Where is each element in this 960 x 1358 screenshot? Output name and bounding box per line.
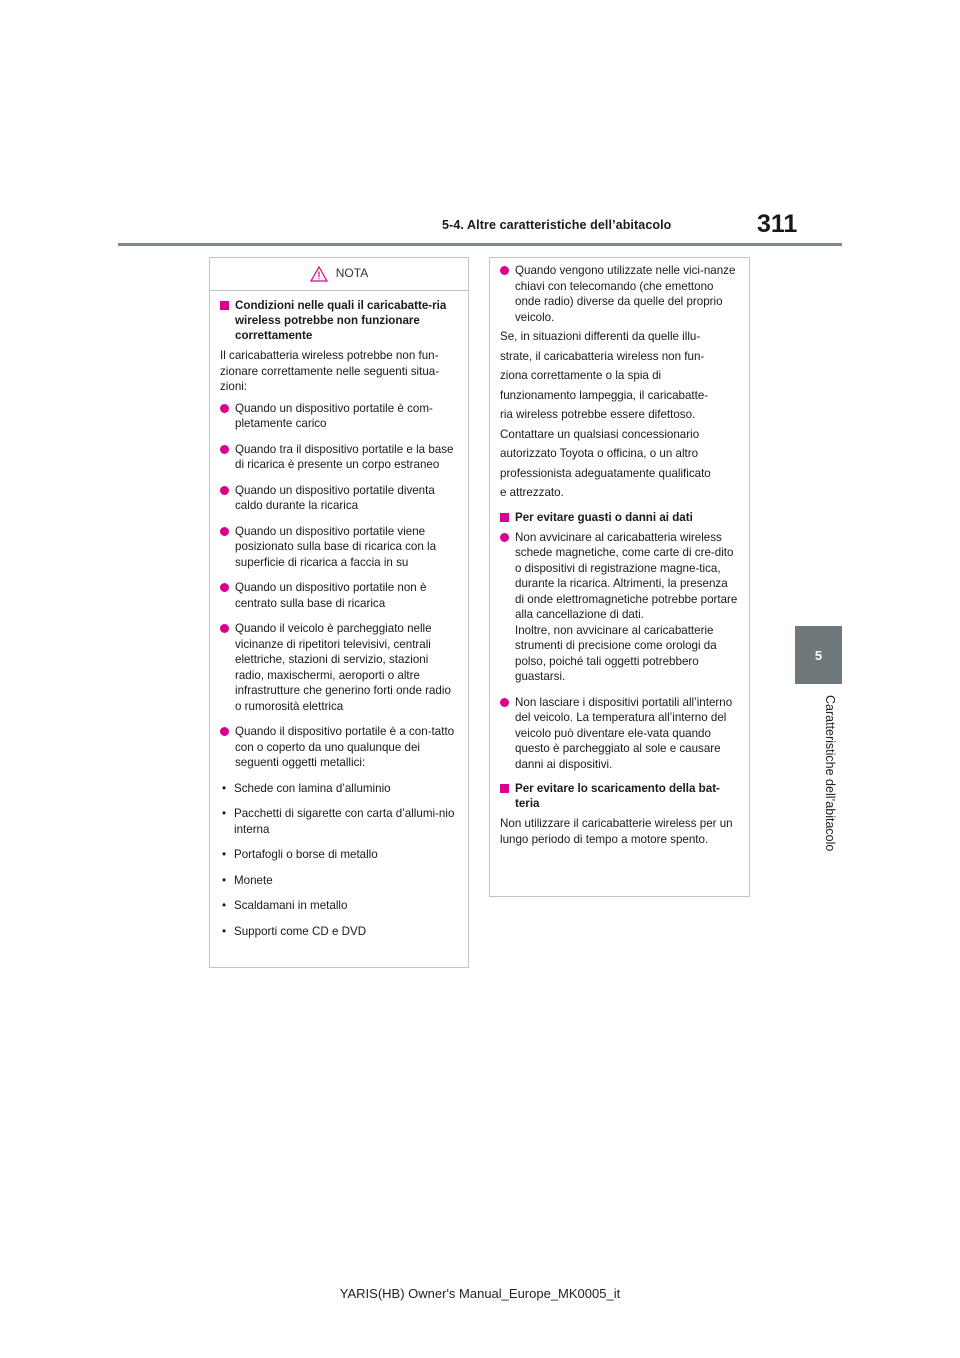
square-bullet-icon xyxy=(500,784,509,793)
sub-bullet-mark: • xyxy=(222,781,227,795)
malfunction-paragraph xyxy=(500,329,739,501)
list-item xyxy=(220,401,458,432)
chapter-label: Caratteristiche dell’abitacolo xyxy=(823,695,837,852)
list-item-text-part: Inoltre, non avvicinare al caricabatterie strumenti di precisione come orologi da polso, poiché tali oggetti potrebbero guastarsi. xyxy=(515,623,717,683)
note-intro: Il caricabatteria wireless potrebbe non fun-zionare correttamente nelle seguenti situa-zioni: xyxy=(220,349,440,393)
sub-list-item-text: Monete xyxy=(234,873,273,887)
circle-bullet-icon xyxy=(220,486,229,495)
sub-list-item xyxy=(220,898,458,914)
sub-bullet-mark: • xyxy=(222,899,227,912)
note-box-continued xyxy=(489,257,750,897)
circle-bullet-icon xyxy=(220,727,229,736)
battery-heading xyxy=(500,781,739,811)
list-item-text: Quando il dispositivo portatile è a con-tatto con o coperto da uno qualunque dei seguenti oggetti metallici: xyxy=(235,725,455,769)
circle-bullet-icon xyxy=(220,527,229,536)
header-rule xyxy=(118,243,842,246)
list-item-text: Non lasciare i dispositivi portatili all’interno del veicolo. La temperatura all’interno del veicolo può diventare ele-vata quando questo è parcheggiato al sole e causare danni ai dispositivi. xyxy=(515,695,733,771)
circle-bullet-icon xyxy=(220,583,229,592)
note-heading-text: Condizioni nelle quali il caricabatte-ria wireless potrebbe non funzionare correttamente xyxy=(235,299,447,342)
list-item-text: Quando un dispositivo portatile diventa caldo durante la ricarica xyxy=(235,483,435,512)
paragraph-line: Contattare un qualsiasi concessionario xyxy=(500,427,700,441)
paragraph-line: funzionamento lampeggia, il caricabatte- xyxy=(500,388,709,402)
chapter-tab[interactable] xyxy=(795,626,842,684)
footer-manual-id: YARIS(HB) Owner's Manual_Europe_MK0005_it xyxy=(339,1286,621,1301)
sub-list-item-text: Pacchetti di sigarette con carta d’allumi-nio interna xyxy=(234,807,455,836)
list-item xyxy=(220,724,458,771)
battery-heading-text: Per evitare lo scaricamento della bat-teria xyxy=(515,782,720,810)
list-item-text: Quando un dispositivo portatile è com-pletamente carico xyxy=(235,401,433,430)
list-item xyxy=(220,442,458,473)
note-title: NOTA xyxy=(335,266,369,281)
chapter-number: 5 xyxy=(814,647,823,663)
sub-list-item-text: Scaldamani in metallo xyxy=(234,899,348,912)
circle-bullet-icon xyxy=(500,698,509,707)
list-item-text: Quando un dispositivo portatile viene posizionato sulla base di ricarica con la superficie di ricarica a faccia in su xyxy=(235,524,437,569)
circle-bullet-icon xyxy=(220,445,229,454)
paragraph-line: Se, in situazioni differenti da quelle illu- xyxy=(500,330,701,343)
data-damage-heading xyxy=(500,510,739,525)
list-item xyxy=(220,580,458,611)
sub-list-item xyxy=(220,806,458,837)
note-heading xyxy=(220,298,458,343)
sub-list-item xyxy=(220,847,458,863)
paragraph-line: e attrezzato. xyxy=(500,486,564,499)
list-item-text: Quando tra il dispositivo portatile e la base di ricarica è presente un corpo estraneo xyxy=(235,442,454,471)
paragraph-line: ria wireless potrebbe essere difettoso. xyxy=(500,408,696,421)
data-damage-heading-text: Per evitare guasti o danni ai dati xyxy=(515,510,693,524)
note-box xyxy=(209,257,469,968)
sub-bullet-mark: • xyxy=(222,924,227,938)
list-item-text: Quando vengono utilizzate nelle vici-nanze chiavi con telecomando (che emettono onde radio) diverse da quelle del proprio veicolo. xyxy=(515,264,736,324)
list-item-text xyxy=(515,530,739,685)
section-title: 5-4. Altre caratteristiche dell’abitacolo xyxy=(442,218,672,232)
sub-list-item xyxy=(220,924,458,940)
sub-list-item-text: Schede con lamina d’alluminio xyxy=(234,781,391,795)
list-item-text-part: Non avvicinare al caricabatteria wireless schede magnetiche, come carte di cre-dito o dispositivi di registrazione magne-tica, durante la ricarica. Altrimenti, la presenza di onde elettromagnetiche potrebbe portare alla cancellazione di dati. xyxy=(515,530,738,621)
note-header xyxy=(210,258,468,291)
paragraph-line: autorizzato Toyota o officina, o un altro xyxy=(500,447,699,460)
square-bullet-icon xyxy=(500,513,509,522)
sub-list-item xyxy=(220,873,458,889)
battery-text: Non utilizzare il caricabatterie wireless per un lungo periodo di tempo a motore spento. xyxy=(500,817,733,846)
square-bullet-icon xyxy=(220,301,229,310)
list-item xyxy=(220,524,458,571)
paragraph-line: professionista adeguatamente qualificato xyxy=(500,466,711,480)
list-item xyxy=(500,263,739,325)
page-number: 311 xyxy=(757,210,798,238)
sub-bullet-mark: • xyxy=(222,873,227,887)
list-item-text: Quando il veicolo è parcheggiato nelle vicinanze di ripetitori televisivi, centrali elettriche, stazioni di servizio, stazioni radio, maxischermi, aeroporti o altre infrastrutture che generino forti onde radio o rumorosità elettrica xyxy=(235,622,451,713)
paragraph-line: strate, il caricabatteria wireless non fun- xyxy=(500,349,705,363)
circle-bullet-icon xyxy=(220,624,229,633)
sub-bullet-mark: • xyxy=(222,807,227,820)
paragraph-line: ziona correttamente o la spia di xyxy=(500,369,662,382)
circle-bullet-icon xyxy=(500,266,509,275)
sub-list-item-text: Supporti come CD e DVD xyxy=(234,924,367,938)
list-item xyxy=(220,483,458,514)
sub-bullet-mark: • xyxy=(222,848,227,861)
circle-bullet-icon xyxy=(220,404,229,413)
list-item xyxy=(500,530,739,685)
circle-bullet-icon xyxy=(500,533,509,542)
sub-list-item-text: Portafogli o borse di metallo xyxy=(234,848,378,861)
list-item xyxy=(220,621,458,714)
list-item xyxy=(500,695,739,773)
warning-triangle-icon xyxy=(310,266,328,282)
sub-list-item xyxy=(220,781,458,797)
list-item-text: Quando un dispositivo portatile non è centrato sulla base di ricarica xyxy=(235,581,427,610)
